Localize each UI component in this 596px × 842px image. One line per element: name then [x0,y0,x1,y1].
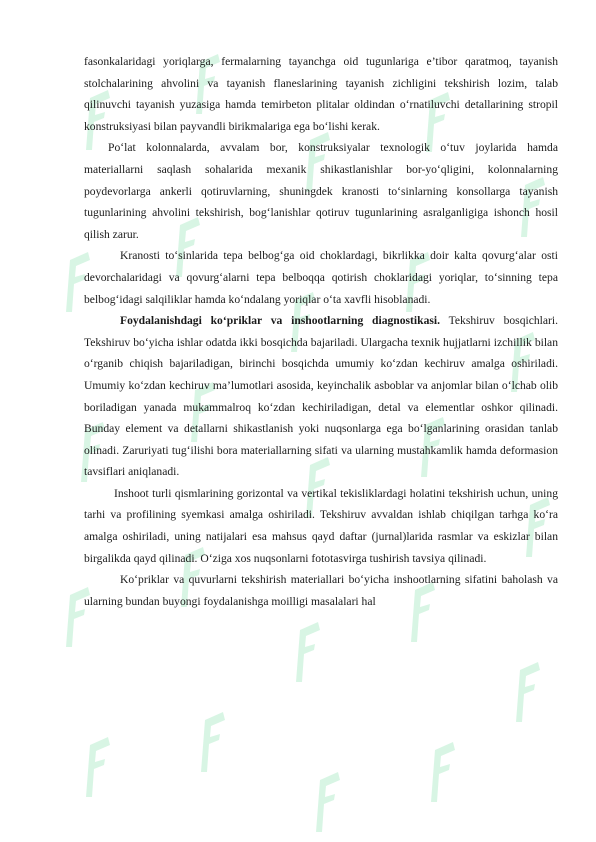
section-heading: Foydalanishdagi ko‘priklar va inshootlarning diagnostikasi. [120,314,441,328]
document-page [84,51,558,612]
watermark-logo-icon [510,660,544,724]
paragraph-4-body: Tekshiruv bosqichlari. Tekshiruv bo‘yicha ishlar odatda ikki bosqichda bajariladi. Ulargacha texnik hujjatlarni izchillik bilan o‘rganib chiqish bajariladigan, birinchi bosqichda umumiy ko‘zdan kechiruv amalga oshiriladi. Umumiy ko‘zdan kechiruv ma’lumotlari asosida, keyinchalik asboblar va anjomlar bilan o‘lchab olib boriladigan yanada mukammalroq ko‘zdan kechiriladigan, detal va elementlar oshkor qilinadi. Bunday element va detallarni shikastlanish yoki nuqsonlarga ega bo‘lganlarining orasidan tanlab olinadi. Zaruriyati tug‘ilishi bora materiallarning sifati va ularning mustahkamlik hamda deformasion tavsiflari aniqlanadi. [84,314,559,479]
paragraph-6: Ko‘priklar va quvurlarni tekshirish materiallari bo‘yicha inshootlarning sifatini baholash va ularning bundan buyongi foydalanishga moilligi masalalari hal [84,573,558,608]
paragraph-4 [84,310,558,483]
watermark-logo-icon [425,740,459,804]
watermark-logo-icon [80,735,114,799]
paragraph-1: fasonkalaridagi yoriqlarga, fermalarning tayanchga oid tugunlariga e’tibor qaratmoq, tayanish stolchalarining ahvolini va tayanish flaneslarining tayanish zichligini tekshirish lozim, talab qilinuvchi tayanish yuzasiga hamda temirbeton plitalar oldindan o‘rnatiluvchi detallarining stropil konstruksiyasi bilan payvandli birikmalariga ega bo‘lishi kerak. [84,55,558,133]
watermark-logo-icon [310,770,344,834]
paragraph-3: Kranosti to‘sinlarida tepa belbog‘ga oid choklardagi, bikrlikka doir kalta qovurg‘alar osti devorchalaridagi va qovurg‘alarni tepa belboqqa qotirish choklaridagi yoriqlar, to‘sinning tepa belbog‘idagi salqiliklar hamda ko‘ndalang yoriqlar o‘ta xavfli hisoblanadi. [84,249,558,306]
paragraph-5: Inshoot turli qismlarining gorizontal va vertikal tekisliklardagi holatini tekshirish uchun, uning tarhi va profilining syemkasi amalga oshiriladi. Tekshiruv avvaldan ishlab chiqilgan tarhga ko‘ra amalga oshiriladi, uning natijalari esa mahsus qayd daftar (jurnal)larida rasmlar va eskizlar bilan birgalikda qayd qilinadi. O‘ziga xos nuqsonlarni fototasvirga tushirish tavsiya qilinadi. [84,486,558,565]
watermark-logo-icon [290,620,324,684]
watermark-logo-icon [195,710,229,774]
paragraph-2: Po‘lat kolonnalarda, avvalam bor, konstruksiyalar texnologik o‘tuv joylarida hamda materiallarni saqlash sohalarida mexanik shikastlanishlar bor-yo‘qligini, kolonnalarning poydevorlarga ankerli qotiruvlarning, shuningdek kranosti to‘sinlarning konsollarga tayanish tugunlarining ahvolini tekshirish, bog‘lanishlar qotiruv tugunlarining asralganligiga ishonch hosil qilish zarur. [84,141,558,241]
